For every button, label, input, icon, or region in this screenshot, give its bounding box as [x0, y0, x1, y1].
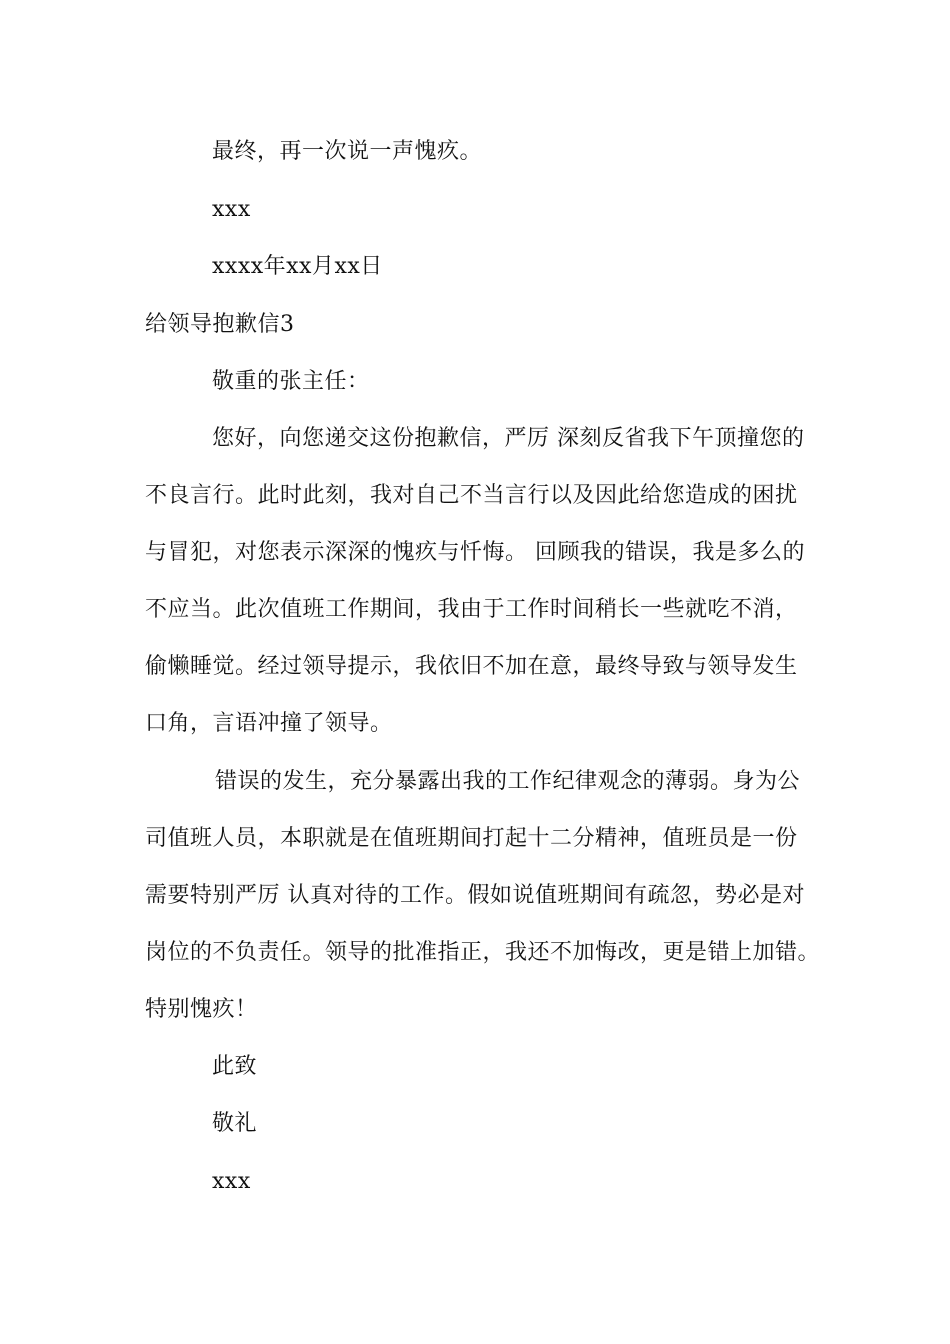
paragraph-line: 偷懒睡觉。经过领导提示，我依旧不加在意，最终导致与领导发生 [145, 654, 798, 679]
signature: xxx [212, 197, 251, 222]
paragraph-line: 与冒犯，对您表示深深的愧疚与忏悔。 回顾我的错误，我是多么的 [145, 540, 805, 565]
paragraph-line: 不良言行。此时此刻，我对自己不当言行以及因此给您造成的困扰 [145, 483, 798, 508]
paragraph-line: 特别愧疚！ [145, 997, 258, 1022]
date-line: xxxx年xx月xx日 [212, 254, 383, 279]
closing-phrase: 此致 [212, 1054, 258, 1079]
paragraph-line: 需要特别严厉 认真对待的工作。假如说值班期间有疏忽，势必是对 [145, 883, 805, 908]
closing-phrase: 敬礼 [212, 1111, 258, 1136]
paragraph-line: 不应当。此次值班工作期间，我由于工作时间稍长一些就吃不消， [145, 597, 798, 622]
signature: xxx [212, 1169, 251, 1194]
paragraph-line: 口角，言语冲撞了领导。 [145, 711, 393, 736]
closing-line: 最终，再一次说一声愧疚。 [212, 139, 483, 164]
paragraph-line: 您好，向您递交这份抱歉信，严厉 深刻反省我下午顶撞您的 [212, 426, 805, 451]
salutation: 敬重的张主任： [212, 369, 370, 394]
paragraph-line: 岗位的不负责任。领导的批准指正，我还不加悔改，更是错上加错。 [145, 940, 821, 965]
paragraph-line: 错误的发生，充分暴露出我的工作纪律观念的薄弱。身为公 [215, 769, 801, 794]
letter-heading: 给领导抱歉信3 [145, 312, 295, 337]
paragraph-line: 司值班人员，本职就是在值班期间打起十二分精神，值班员是一份 [145, 826, 798, 851]
